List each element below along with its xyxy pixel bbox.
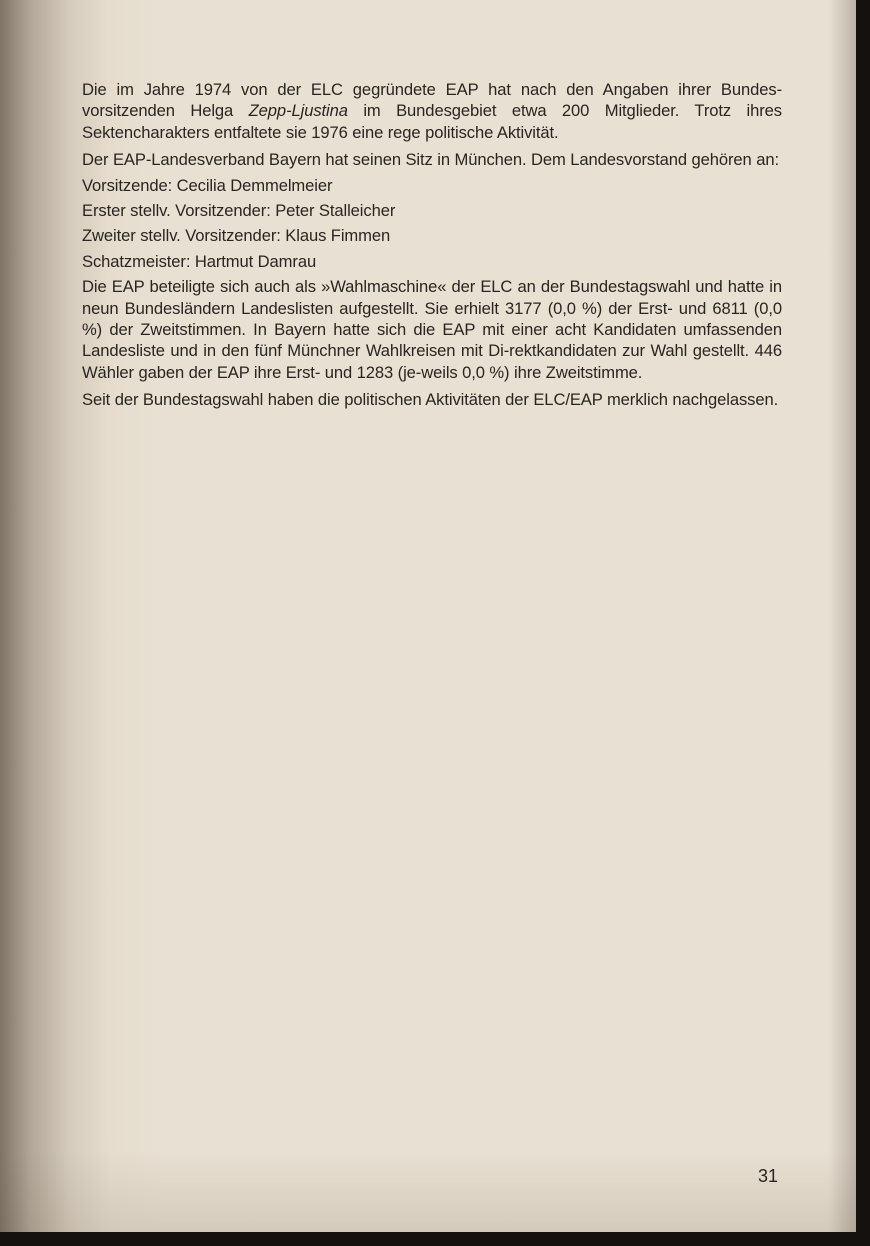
- page-number: 31: [758, 1166, 779, 1186]
- board-member-line: Erster stellv. Vorsitzender: Peter Stalleicher: [82, 201, 396, 221]
- board-member-line: Schatzmeister: Hartmut Damrau: [82, 251, 317, 271]
- board-member-line: Zweiter stellv. Vorsitzender: Klaus Fimmen: [82, 226, 391, 246]
- board-member-line: Vorsitzende: Cecilia Demmelmeier: [82, 175, 333, 195]
- paragraph-eap-founding: [82, 79, 782, 143]
- body-text: [82, 79, 782, 417]
- chairperson-name: Zepp-Ljustina: [248, 101, 348, 121]
- paragraph-1-part-1: Die im Jahre 1974 von der ELC gegründete EAP hat nach den Angaben ihrer Bundes-vorsitzenden Helga: [82, 80, 782, 121]
- page-edge-shadow: [828, 0, 856, 1232]
- paragraph-landesverband: Der EAP-Landesverband Bayern hat seinen Sitz in München. Dem Landesvorstand gehören an:: [82, 150, 779, 170]
- paragraph-1-part-2: im Bundesgebiet etwa 200 Mitglieder. Trotz ihres Sektencharakters entfaltete sie 1976 eine rege politische Aktivität.: [82, 101, 783, 142]
- paragraph-conclusion: Seit der Bundestagswahl haben die politischen Aktivitäten der ELC/EAP merklich nachgelassen.: [82, 390, 779, 410]
- paragraph-bundestagswahl: Die EAP beteiligte sich auch als »Wahlmaschine« der ELC an der Bundestagswahl und hatte in neun Bundesländern Landeslisten aufgestellt. Sie erhielt 3177 (0,0 %) der Erst- und 6811 (0,0 %) der Zweitstimmen. In Bayern hatte sich die EAP mit einer acht Kandidaten umfassenden Landesliste und in den fünf Münchner Wahlkreisen mit Di-rektkandidaten zur Wahl gestellt. 446 Wähler gaben der EAP ihre Erst- und 1283 (je-weils 0,0 %) ihre Zweitstimme.: [82, 277, 782, 382]
